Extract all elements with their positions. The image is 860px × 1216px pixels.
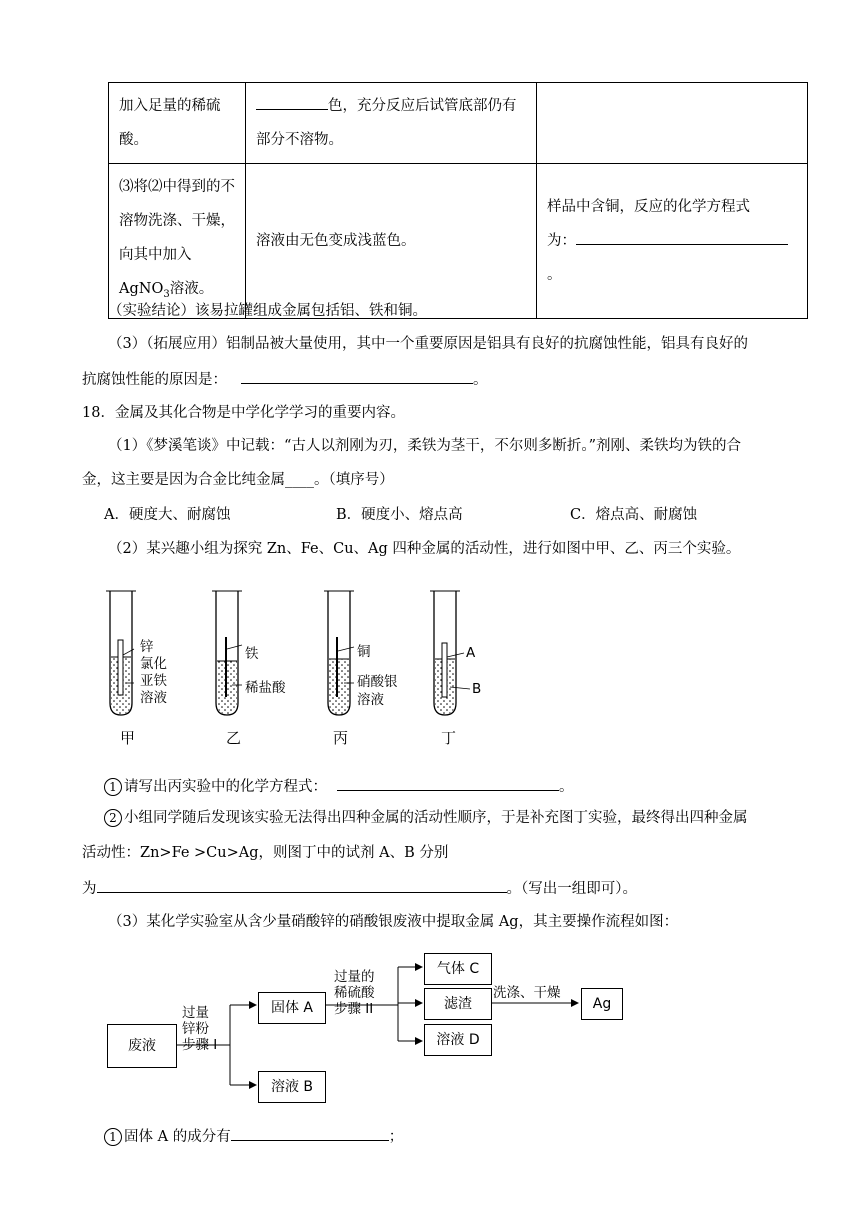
- label-solution: 溶液: [140, 690, 167, 706]
- tube-name-bing: 丙: [333, 729, 349, 747]
- question-line: 金，这主要是因为合金比纯金属____。（填序号）: [82, 472, 394, 488]
- table-cell: [109, 83, 246, 164]
- silver-box: Ag: [581, 988, 623, 1020]
- table-cell: [246, 83, 537, 164]
- question-line: [104, 807, 748, 829]
- question-line: [82, 876, 637, 900]
- conclusion-text: （实验结论）该易拉罐组成金属包括铝、铁和铜。: [108, 303, 427, 319]
- step1-name: 步骤 I: [182, 1037, 218, 1053]
- circled-number: 2: [104, 809, 122, 827]
- answer-blank[interactable]: [97, 876, 507, 893]
- cell-text: 溶液。: [169, 281, 214, 297]
- question-text: 小组同学随后发现该实验无法得出四种金属的活动性顺序，于是补充图丁实验，最终得出四种金属: [124, 810, 748, 826]
- filter-residue-box: 滤渣: [424, 988, 492, 1020]
- question-line: （3）某化学实验室从含少量硝酸锌的硝酸银废液中提取金属 Ag，其主要操作流程如图：: [108, 914, 679, 930]
- label-silver-nitrate: 硝酸银: [357, 674, 398, 690]
- question-line: 活动性：Zn>Fe >Cu>Ag，则图丁中的试剂 A、B 分别: [82, 845, 449, 861]
- option-c[interactable]: C．熔点高、耐腐蚀: [570, 507, 698, 523]
- waste-liquid-box: 废液: [107, 1024, 177, 1068]
- question-text: 抗腐蚀性能的原因是：: [82, 372, 227, 388]
- cell-text: 为：: [547, 232, 576, 249]
- metal-strip-icon: [442, 643, 447, 697]
- question-text: 固体 A 的成分有: [124, 1129, 231, 1145]
- solution-d-box: 溶液 D: [424, 1024, 492, 1056]
- test-tube-jia: [106, 591, 136, 715]
- question-line: （2）某兴趣小组为探究 Zn、Fe、Cu、Ag 四种金属的活动性，进行如图中甲、乙、丙三个实验。: [108, 541, 741, 557]
- question-stem: 18．金属及其化合物是中学化学学习的重要内容。: [82, 405, 405, 421]
- gas-c-box: 气体 C: [424, 953, 492, 985]
- table-cell: [537, 164, 808, 319]
- answer-blank[interactable]: [256, 93, 328, 110]
- answer-blank[interactable]: [241, 367, 473, 384]
- cell-text: 加入足量的稀硫酸。: [119, 98, 221, 148]
- chem-formula: AgNO: [119, 281, 164, 297]
- step2-label: [334, 969, 375, 1017]
- question-text: 。: [559, 779, 574, 795]
- tube-yi-label-iron: 铁: [245, 646, 259, 662]
- tube-name-jia: 甲: [120, 729, 136, 747]
- chem-subscript: 3: [163, 288, 170, 300]
- metal-strip-icon: [118, 640, 123, 695]
- cell-text: 样品中含铜，反应的化学方程式: [547, 198, 750, 215]
- question-line: [82, 367, 488, 391]
- table-row: [109, 164, 808, 319]
- question-line: [104, 774, 574, 798]
- circled-number: 1: [104, 1128, 122, 1146]
- label-zinc: 锌: [140, 639, 154, 655]
- answer-blank[interactable]: [576, 228, 788, 245]
- test-tube-ding: [430, 591, 470, 715]
- tube-name-ding: 丁: [441, 729, 457, 747]
- solid-a-box: 固体 A: [258, 992, 326, 1024]
- question-line: （1）《梦溪笔谈》中记载：“古人以剂刚为刃，柔铁为茎干，不尔则多断折。”剂刚、柔铁均为铁的合: [108, 438, 742, 454]
- answer-blank[interactable]: [231, 1124, 389, 1141]
- step2-reagent-l2: 稀硫酸: [334, 985, 375, 1001]
- table-row: [109, 83, 808, 164]
- table-cell: [246, 164, 537, 319]
- tube-yi-label-acid: 稀盐酸: [245, 680, 286, 696]
- step2-reagent-l1: 过量的: [334, 969, 375, 985]
- step1-label: [182, 1005, 217, 1053]
- cell-text: 溶液由无色变成浅蓝色。: [256, 232, 416, 249]
- answer-blank[interactable]: [337, 774, 559, 791]
- tube-jia-labels: [140, 639, 167, 707]
- tube-name-yi: 乙: [226, 729, 242, 747]
- tube-ding-label-a: A: [466, 645, 476, 661]
- table-cell: [537, 83, 808, 164]
- circled-number: 1: [104, 778, 122, 796]
- table-cell: [109, 164, 246, 319]
- step1-reagent-l2: 锌粉: [182, 1021, 209, 1037]
- option-a[interactable]: A．硬度大、耐腐蚀: [104, 507, 231, 523]
- tube-ding-label-b: B: [472, 681, 482, 697]
- tube-bing-label-copper: 铜: [357, 644, 371, 660]
- question-text: 。: [473, 372, 488, 388]
- question-text: 。（写出一组即可）。: [506, 881, 637, 897]
- step2-name: 步骤 II: [334, 1001, 374, 1017]
- question-text: 为: [82, 881, 97, 897]
- question-text: ；: [388, 1129, 404, 1145]
- option-b[interactable]: B．硬度小、熔点高: [336, 507, 463, 523]
- solution-b-box: 溶液 B: [258, 1071, 326, 1103]
- question-line: [104, 1124, 403, 1148]
- cell-text: ⑶将⑵中得到的不溶物洗涤、干燥，向其中加入: [119, 179, 235, 263]
- tube-bing-label-silver-nitrate: [357, 673, 398, 709]
- step1-reagent-l1: 过量: [182, 1005, 209, 1021]
- test-tube-yi: [212, 591, 242, 715]
- cell-text: 。: [547, 266, 562, 283]
- question-text: 请写出丙实验中的化学方程式：: [124, 779, 327, 795]
- test-tube-bing: [324, 591, 354, 715]
- label-solution: 溶液: [357, 692, 384, 708]
- label-chloride: 氯化: [140, 656, 167, 672]
- experiment-table: [108, 82, 808, 319]
- question-line: （3）（拓展应用）铝制品被大量使用，其中一个重要原因是铝具有良好的抗腐蚀性能，铝具有良好的: [108, 336, 748, 352]
- cell-text: 色，充分反应后试管底部仍有部分不溶物。: [256, 98, 517, 148]
- wash-dry-label: 洗涤、干燥: [493, 985, 561, 1001]
- label-ferrous: 亚铁: [140, 673, 167, 689]
